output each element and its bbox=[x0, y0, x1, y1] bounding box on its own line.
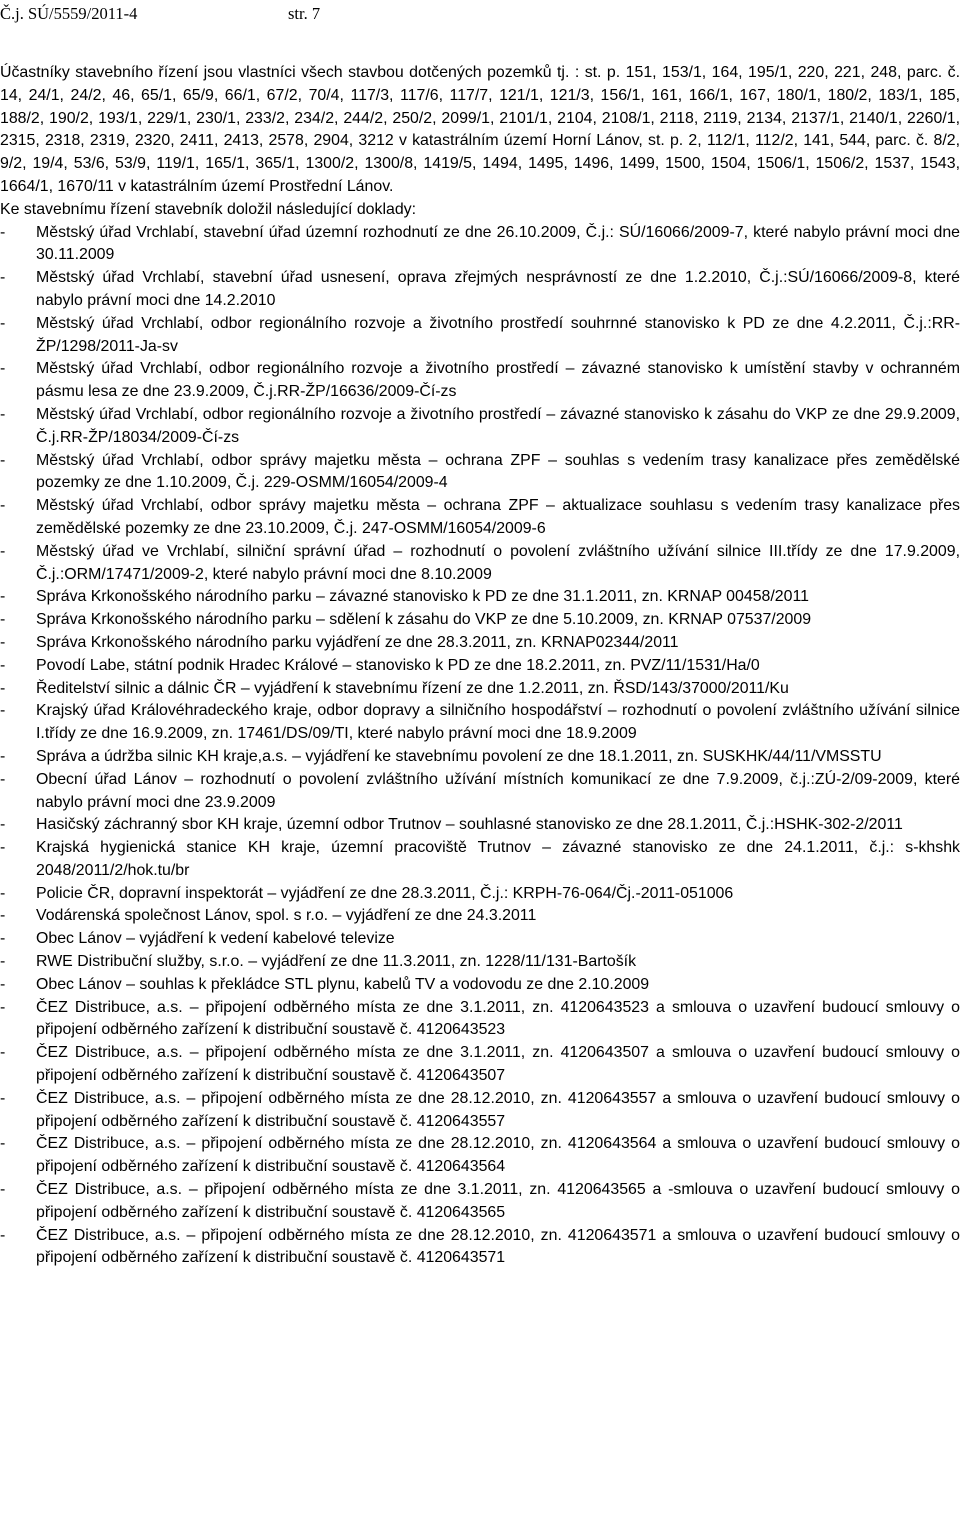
list-item-text: ČEZ Distribuce, a.s. – připojení odběrného místa ze dne 3.1.2011, zn. 4120643523 a smlouva o uzavření budoucí smlouvy o připojení odběrného zařízení k distribuční soustavě č. 4120643523 bbox=[36, 998, 960, 1039]
list-item bbox=[0, 495, 960, 541]
list-bullet: - bbox=[0, 1044, 6, 1062]
list-item bbox=[0, 1088, 960, 1134]
list-item bbox=[0, 450, 960, 496]
list-item-text: Správa a údržba silnic KH kraje,a.s. – vyjádření ke stavebnímu povolení ze dne 18.1.2011, zn. SUSKHK/44/11/VMSSTU bbox=[36, 747, 882, 765]
list-item bbox=[0, 746, 960, 769]
list-item-text: Vodárenská společnost Lánov, spol. s r.o. – vyjádření ze dne 24.3.2011 bbox=[36, 907, 537, 925]
list-bullet: - bbox=[0, 269, 6, 287]
list-item bbox=[0, 267, 960, 313]
list-item-text: Krajský úřad Královéhradeckého kraje, odbor dopravy a silničního hospodářství – rozhodnutí o povolení zvláštního užívání silnice I.třídy ze dne 16.9.2009, zn. 17461/DS/09/TI, které nabylo právní moci dne 18.9.2009 bbox=[36, 702, 960, 743]
list-item bbox=[0, 974, 960, 997]
list-bullet: - bbox=[0, 314, 6, 332]
list-item bbox=[0, 997, 960, 1043]
page-number: str. 7 bbox=[288, 4, 321, 23]
list-bullet: - bbox=[0, 953, 6, 971]
list-bullet: - bbox=[0, 975, 6, 993]
reference-number: Č.j. SÚ/5559/2011-4 bbox=[0, 4, 138, 23]
list-item-text: ČEZ Distribuce, a.s. – připojení odběrného místa ze dne 28.12.2010, zn. 4120643564 a smlouva o uzavření budoucí smlouvy o připojení odběrného zařízení k distribuční soustavě č. 4120643564 bbox=[36, 1135, 960, 1176]
list-item bbox=[0, 1133, 960, 1179]
list-bullet: - bbox=[0, 907, 6, 925]
list-bullet: - bbox=[0, 360, 6, 378]
list-bullet: - bbox=[0, 223, 6, 241]
list-item bbox=[0, 609, 960, 632]
list-item bbox=[0, 769, 960, 815]
parcels-paragraph: Účastníky stavebního řízení jsou vlastníci všech stavbou dotčených pozemků tj. : st. p. 151, 153/1, 164, 195/1, 220, 221, 248, parc. č. 14, 24/1, 24/2, 46, 65/1, 65/9, 66/1, 67/2, 70/4, 117/3, 117/6, 117/7, 121/1, 121/3, 156/1, 161, 166/1, 167, 180/1, 180/2, 183/1, 185, 188/2, 190/2, 193/1, 229/1, 230/1, 233/2, 234/2, 244/2, 250/2, 2099/1, 2101/1, 2104, 2108/1, 2118, 2119, 2134, 2137/1, 2140/1, 2260/1, 2315, 2318, 2319, 2320, 2411, 2413, 2578, 2904, 3212 v katastrálním území Horní Lánov, st. p. 2, 112/1, 112/2, 141, 544, parc. č. 8/2, 9/2, 19/4, 53/6, 53/9, 119/1, 165/1, 365/1, 1300/2, 1300/8, 1419/5, 1494, 1495, 1496, 1499, 1500, 1504, 1506/1, 1506/2, 1537, 1543, 1664/1, 1670/11 v katastrálním území Prostřední Lánov. bbox=[0, 64, 960, 195]
list-item bbox=[0, 1042, 960, 1088]
list-bullet: - bbox=[0, 816, 6, 834]
list-bullet: - bbox=[0, 770, 6, 788]
list-bullet: - bbox=[0, 702, 6, 720]
list-bullet: - bbox=[0, 633, 6, 651]
list-item bbox=[0, 358, 960, 404]
list-item bbox=[0, 951, 960, 974]
documents-list bbox=[0, 222, 960, 1271]
list-item bbox=[0, 1225, 960, 1271]
list-item bbox=[0, 883, 960, 906]
list-item-text: Městský úřad Vrchlabí, odbor správy majetku města – ochrana ZPF – souhlas s vedením trasy kanalizace přes zemědělské pozemky ze dne 1.10.2009, Č.j. 229-OSMM/16054/2009-4 bbox=[36, 451, 960, 492]
list-item-text: Městský úřad Vrchlabí, stavební úřad územní rozhodnutí ze dne 26.10.2009, Č.j.: SÚ/16066/2009-7, které nabylo právní moci dne 30.11.2009 bbox=[36, 223, 960, 264]
list-bullet: - bbox=[0, 656, 6, 674]
list-item-text: Obecní úřad Lánov – rozhodnutí o povolení zvláštního užívání místních komunikací ze dne 7.9.2009, č.j.:ZÚ-2/09-2009, které nabylo právní moci dne 23.9.2009 bbox=[36, 770, 960, 811]
list-item-text: Povodí Labe, státní podnik Hradec Králové – stanovisko k PD ze dne 18.2.2011, zn. PVZ/11/1531/Ha/0 bbox=[36, 656, 760, 674]
list-item bbox=[0, 313, 960, 359]
list-item-text: Městský úřad Vrchlabí, odbor regionálního rozvoje a životního prostředí souhrnné stanovisko k PD ze dne 4.2.2011, Č.j.:RR-ŽP/1298/2011-Ja-sv bbox=[36, 314, 960, 355]
list-item-text: Obec Lánov – souhlas k překládce STL plynu, kabelů TV a vodovodu ze dne 2.10.2009 bbox=[36, 975, 650, 993]
list-item-text: RWE Distribuční služby, s.r.o. – vyjádření ze dne 11.3.2011, zn. 1228/11/131-Bartošík bbox=[36, 953, 637, 971]
list-bullet: - bbox=[0, 542, 6, 560]
list-item-text: ČEZ Distribuce, a.s. – připojení odběrného místa ze dne 28.12.2010, zn. 4120643557 a smlouva o uzavření budoucí smlouvy o připojení odběrného zařízení k distribuční soustavě č. 4120643557 bbox=[36, 1089, 960, 1130]
list-bullet: - bbox=[0, 405, 6, 423]
list-item-text: ČEZ Distribuce, a.s. – připojení odběrného místa ze dne 28.12.2010, zn. 4120643571 a smlouva o uzavření budoucí smlouvy o připojení odběrného zařízení k distribuční soustavě č. 4120643571 bbox=[36, 1226, 960, 1267]
list-bullet: - bbox=[0, 451, 6, 469]
list-bullet: - bbox=[0, 1181, 6, 1199]
list-item bbox=[0, 222, 960, 268]
list-item bbox=[0, 928, 960, 951]
list-item-text: Policie ČR, dopravní inspektorát – vyjádření ze dne 28.3.2011, Č.j.: KRPH-76-064/Čj.-2011-051006 bbox=[36, 884, 734, 902]
list-bullet: - bbox=[0, 839, 6, 857]
documents-intro: Ke stavebnímu řízení stavebník doložil následující doklady: bbox=[0, 200, 417, 218]
list-item bbox=[0, 837, 960, 883]
list-item bbox=[0, 541, 960, 587]
list-item bbox=[0, 655, 960, 678]
list-bullet: - bbox=[0, 747, 6, 765]
list-bullet: - bbox=[0, 497, 6, 515]
list-item-text: Městský úřad Vrchlabí, stavební úřad usnesení, oprava zřejmých nesprávností ze dne 1.2.2010, Č.j.:SÚ/16066/2009-8, které nabylo právní moci dne 14.2.2010 bbox=[36, 269, 960, 309]
list-item-text: Hasičský záchranný sbor KH kraje, územní odbor Trutnov – souhlasné stanovisko ze dne 28.1.2011, Č.j.:HSHK-302-2/2011 bbox=[36, 816, 903, 834]
list-item-text: Městský úřad Vrchlabí, odbor správy majetku města – ochrana ZPF – aktualizace souhlasu s vedením trasy kanalizace přes zemědělské pozemky ze dne 23.10.2009, Č.j. 247-OSMM/16054/2009-6 bbox=[36, 497, 960, 537]
list-item-text: Správa Krkonošského národního parku – závazné stanovisko k PD ze dne 31.1.2011, zn. KRNAP 00458/2011 bbox=[36, 588, 809, 606]
list-bullet: - bbox=[0, 884, 6, 902]
list-item-text: ČEZ Distribuce, a.s. – připojení odběrného místa ze dne 3.1.2011, zn. 4120643565 a -smlouva o uzavření budoucí smlouvy o připojení odběrného zařízení k distribuční soustavě č. 4120643565 bbox=[36, 1181, 960, 1221]
list-bullet: - bbox=[0, 588, 6, 606]
list-bullet: - bbox=[0, 1089, 6, 1107]
list-bullet: - bbox=[0, 998, 6, 1016]
document-body bbox=[0, 62, 960, 1270]
list-bullet: - bbox=[0, 679, 6, 697]
list-item-text: Městský úřad Vrchlabí, odbor regionálního rozvoje a životního prostředí – závazné stanovisko k umístění stavby v ochranném pásmu lesa ze dne 23.9.2009, Č.j.RR-ŽP/16636/2009-Čí-zs bbox=[36, 360, 960, 401]
list-item bbox=[0, 632, 960, 655]
list-item bbox=[0, 814, 960, 837]
list-item bbox=[0, 1179, 960, 1225]
list-bullet: - bbox=[0, 1226, 6, 1244]
list-bullet: - bbox=[0, 1135, 6, 1153]
list-bullet: - bbox=[0, 930, 6, 948]
list-item-text: Krajská hygienická stanice KH kraje, územní pracoviště Trutnov – závazné stanovisko ze dne 24.1.2011, č.j.: s-khshk 2048/2011/2/hok.tu/br bbox=[36, 839, 960, 879]
list-item bbox=[0, 700, 960, 746]
list-item bbox=[0, 586, 960, 609]
list-item-text: ČEZ Distribuce, a.s. – připojení odběrného místa ze dne 3.1.2011, zn. 4120643507 a smlouva o uzavření budoucí smlouvy o připojení odběrného zařízení k distribuční soustavě č. 4120643507 bbox=[36, 1044, 960, 1085]
list-item bbox=[0, 678, 960, 701]
list-item-text: Obec Lánov – vyjádření k vedení kabelové televize bbox=[36, 930, 395, 948]
list-item-text: Správa Krkonošského národního parku – sdělení k zásahu do VKP ze dne 5.10.2009, zn. KRNAP 07537/2009 bbox=[36, 611, 812, 629]
list-item-text: Ředitelství silnic a dálnic ČR – vyjádření k stavebnímu řízení ze dne 1.2.2011, zn. ŘSD/143/37000/2011/Ku bbox=[36, 679, 789, 697]
list-item-text: Městský úřad Vrchlabí, odbor regionálního rozvoje a životního prostředí – závazné stanovisko k zásahu do VKP ze dne 29.9.2009, Č.j.RR-ŽP/18034/2009-Čí-zs bbox=[36, 405, 960, 446]
list-item bbox=[0, 905, 960, 928]
list-item-text: Městský úřad ve Vrchlabí, silniční správní úřad – rozhodnutí o povolení zvláštního užívání silnice III.třídy ze dne 17.9.2009, Č.j.:ORM/17471/2009-2, které nabylo právní moci dne 8.10.2009 bbox=[36, 542, 960, 583]
list-bullet: - bbox=[0, 611, 6, 629]
list-item-text: Správa Krkonošského národního parku vyjádření ze dne 28.3.2011, zn. KRNAP02344/2011 bbox=[36, 633, 679, 651]
list-item bbox=[0, 404, 960, 450]
